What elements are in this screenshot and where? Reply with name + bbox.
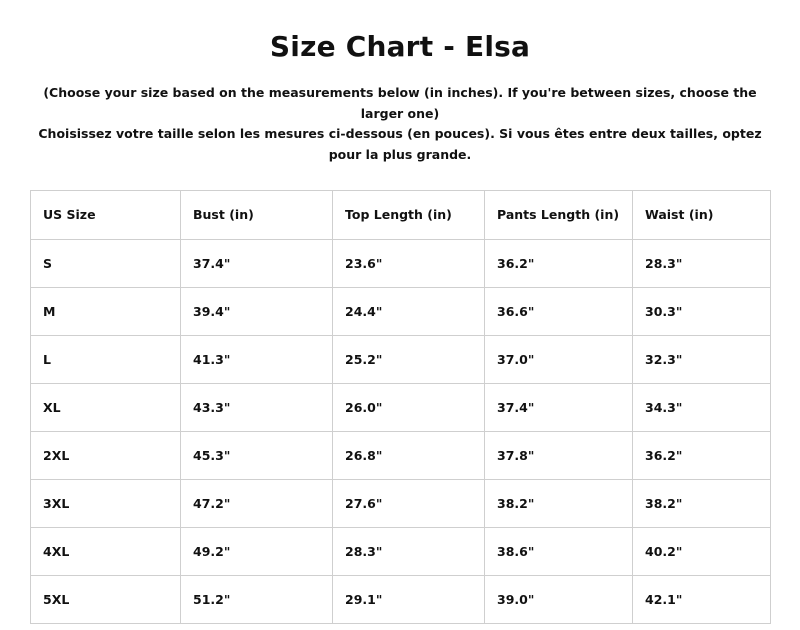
cell-bust: 41.3"	[181, 335, 333, 383]
cell-pants-length: 37.8"	[485, 431, 633, 479]
cell-top-length: 29.1"	[333, 575, 485, 623]
cell-size: 5XL	[31, 575, 181, 623]
cell-pants-length: 37.4"	[485, 383, 633, 431]
column-header-top-length: Top Length (in)	[333, 190, 485, 239]
cell-pants-length: 36.6"	[485, 287, 633, 335]
column-header-bust: Bust (in)	[181, 190, 333, 239]
cell-bust: 49.2"	[181, 527, 333, 575]
cell-pants-length: 39.0"	[485, 575, 633, 623]
cell-waist: 40.2"	[633, 527, 771, 575]
cell-top-length: 24.4"	[333, 287, 485, 335]
cell-top-length: 25.2"	[333, 335, 485, 383]
cell-bust: 45.3"	[181, 431, 333, 479]
cell-top-length: 23.6"	[333, 239, 485, 287]
table-row	[31, 527, 771, 575]
column-header-us-size: US Size	[31, 190, 181, 239]
size-chart-table	[30, 190, 771, 624]
cell-size: M	[31, 287, 181, 335]
table-row	[31, 431, 771, 479]
cell-top-length: 28.3"	[333, 527, 485, 575]
page-title: Size Chart - Elsa	[269, 30, 531, 63]
column-header-waist: Waist (in)	[633, 190, 771, 239]
cell-size: L	[31, 335, 181, 383]
cell-pants-length: 36.2"	[485, 239, 633, 287]
cell-pants-length: 38.2"	[485, 479, 633, 527]
cell-waist: 38.2"	[633, 479, 771, 527]
cell-size: 2XL	[31, 431, 181, 479]
cell-waist: 32.3"	[633, 335, 771, 383]
cell-pants-length: 38.6"	[485, 527, 633, 575]
table-row	[31, 239, 771, 287]
cell-size: XL	[31, 383, 181, 431]
cell-top-length: 26.0"	[333, 383, 485, 431]
cell-waist: 30.3"	[633, 287, 771, 335]
size-chart-page	[0, 30, 800, 630]
cell-bust: 47.2"	[181, 479, 333, 527]
cell-waist: 42.1"	[633, 575, 771, 623]
size-chart-table-wrapper	[30, 190, 770, 624]
table-row	[31, 575, 771, 623]
table-row	[31, 383, 771, 431]
subtitle-line-fr: Choisissez votre taille selon les mesures ci-dessous (en pouces). Si vous êtes entre deux tailles, optez pour la plus grande.	[38, 126, 762, 162]
table-row	[31, 479, 771, 527]
cell-bust: 43.3"	[181, 383, 333, 431]
cell-size: 3XL	[31, 479, 181, 527]
cell-waist: 34.3"	[633, 383, 771, 431]
cell-top-length: 26.8"	[333, 431, 485, 479]
cell-size: S	[31, 239, 181, 287]
cell-size: 4XL	[31, 527, 181, 575]
subtitle-line-en: (Choose your size based on the measurements below (in inches). If you're between sizes, choose the larger one)	[43, 85, 757, 121]
cell-bust: 37.4"	[181, 239, 333, 287]
cell-waist: 36.2"	[633, 431, 771, 479]
cell-bust: 39.4"	[181, 287, 333, 335]
cell-pants-length: 37.0"	[485, 335, 633, 383]
table-header-row	[31, 190, 771, 239]
table-row	[31, 335, 771, 383]
column-header-pants-length: Pants Length (in)	[485, 190, 633, 239]
cell-waist: 28.3"	[633, 239, 771, 287]
cell-top-length: 27.6"	[333, 479, 485, 527]
subtitle-block	[28, 83, 772, 166]
table-row	[31, 287, 771, 335]
cell-bust: 51.2"	[181, 575, 333, 623]
